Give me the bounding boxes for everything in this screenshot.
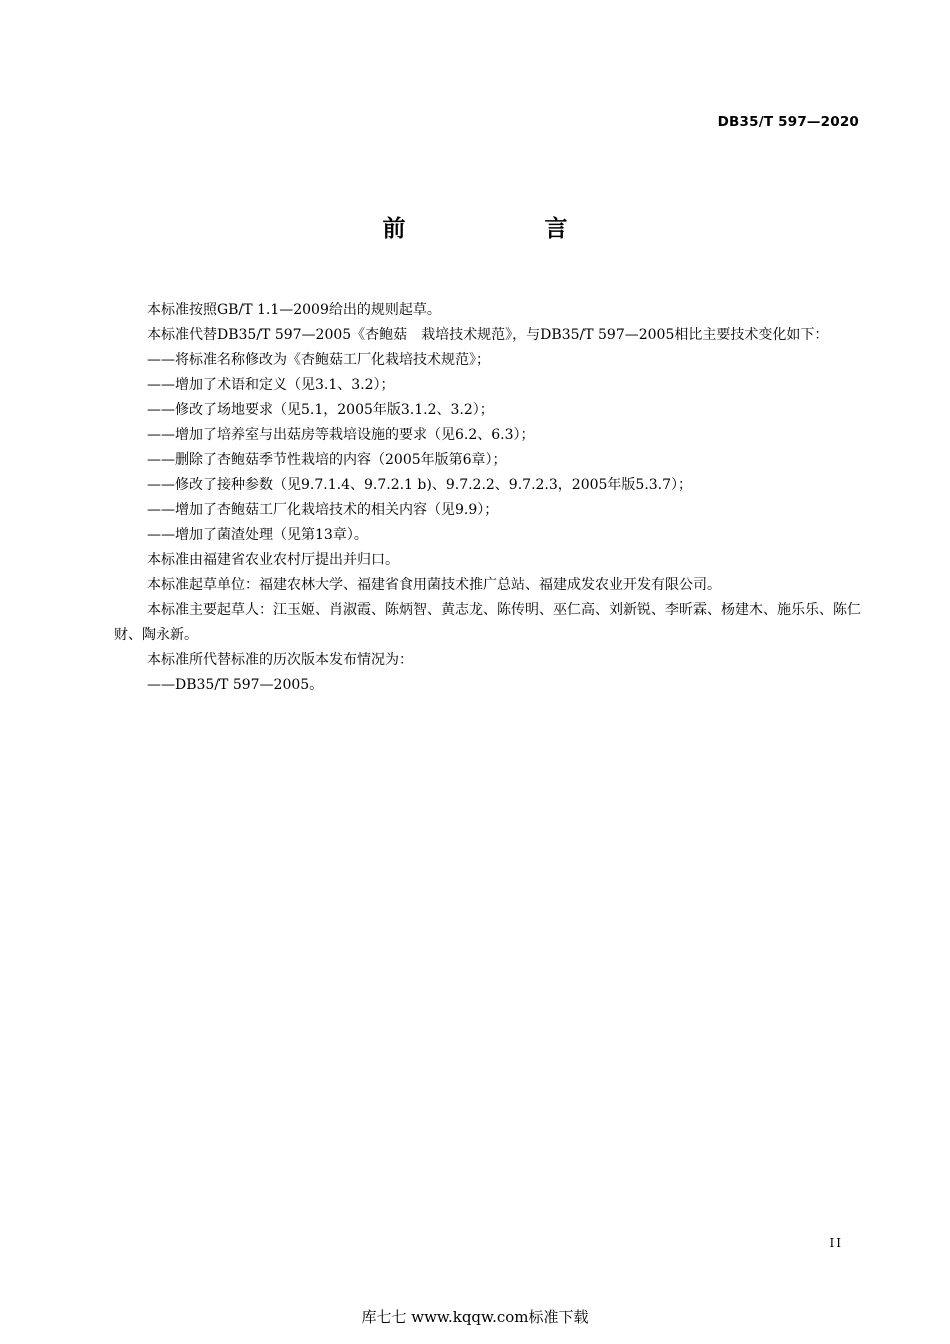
paragraph: 本标准起草单位：福建农林大学、福建省食用菌技术推广总站、福建成发农业开发有限公司。 xyxy=(147,577,721,593)
document-code: DB35/T 597—2020 xyxy=(717,114,859,130)
change-item: ——增加了菌渣处理（见第13章）。 xyxy=(147,527,368,543)
change-item: ——增加了术语和定义（见3.1、3.2）； xyxy=(147,377,395,393)
change-item: ——修改了接种参数（见9.7.1.4、9.7.2.1 b)、9.7.2.2、9.7.2.3，2005年版5.3.7）； xyxy=(147,477,693,493)
change-item: ——DB35/T 597—2005。 xyxy=(147,677,324,693)
paragraph: 本标准代替DB35/T 597—2005《杏鲍菇 栽培技术规范》，与DB35/T 597—2005相比主要技术变化如下： xyxy=(147,327,829,343)
paragraph: 本标准由福建省农业农村厅提出并归口。 xyxy=(147,552,399,568)
change-item: ——将标准名称修改为《杏鲍菇工厂化栽培技术规范》； xyxy=(147,352,490,368)
paragraph: 本标准所代替标准的历次版本发布情况为： xyxy=(147,652,413,668)
paragraph: 本标准主要起草人：江玉姬、肖淑霞、陈炳智、黄志龙、陈传明、巫仁高、刘新锐、李昕霖、杨建木、施乐乐、陈仁财、陶永新。 xyxy=(114,602,861,643)
change-item: ——增加了杏鲍菇工厂化栽培技术的相关内容（见9.9）； xyxy=(147,502,499,518)
watermark-text: 库七七 www.kqqw.com标准下载 xyxy=(361,1308,589,1326)
paragraph: 本标准按照GB/T 1.1—2009给出的规则起草。 xyxy=(147,302,441,318)
foreword-body xyxy=(114,298,862,698)
change-item: ——修改了场地要求（见5.1，2005年版3.1.2、3.2）； xyxy=(147,402,494,418)
page-title: 前 言 xyxy=(382,216,626,242)
change-item: ——删除了杏鲍菇季节性栽培的内容（2005年版第6章）； xyxy=(147,452,507,468)
page-number: II xyxy=(829,1236,843,1250)
change-item: ——增加了培养室与出菇房等栽培设施的要求（见6.2、6.3）； xyxy=(147,427,535,443)
